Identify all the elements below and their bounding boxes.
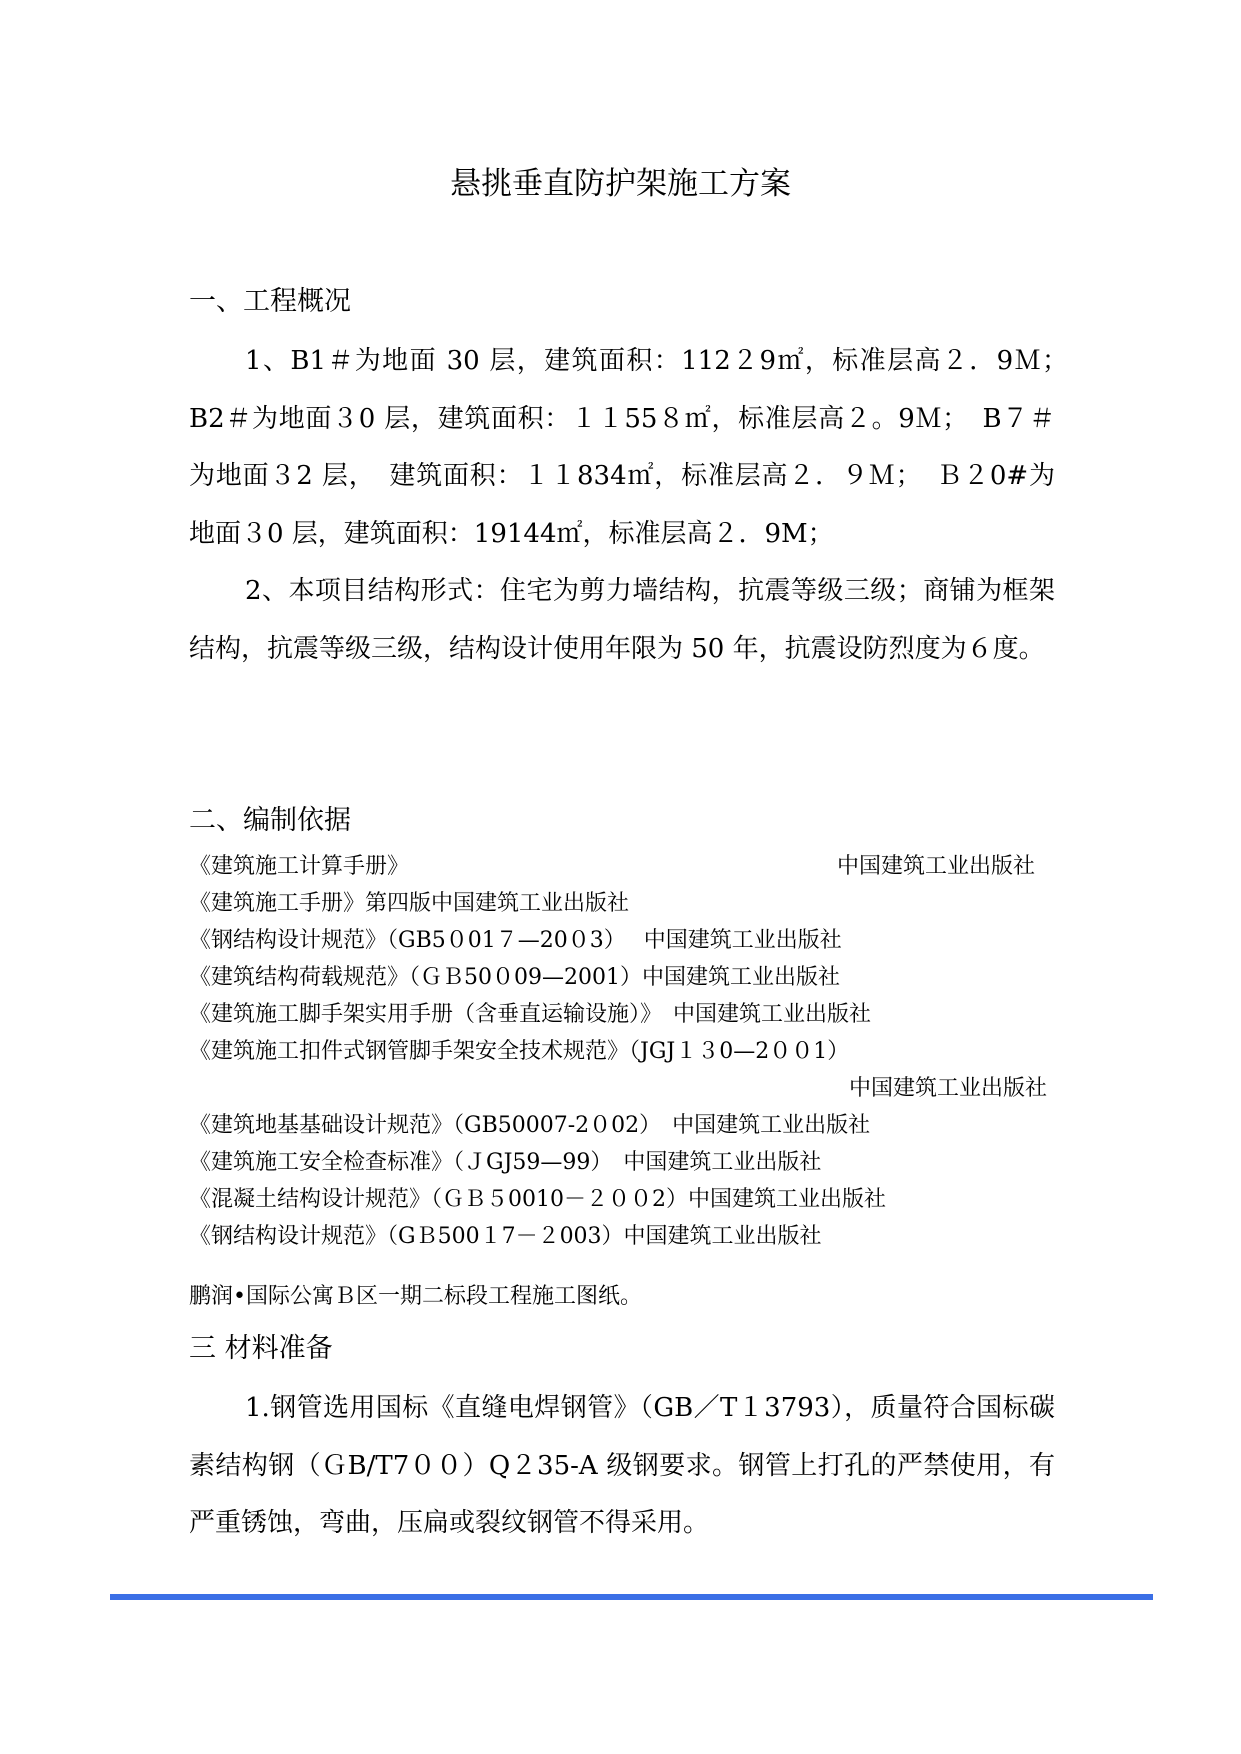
- reference-item: [189, 1218, 1055, 1255]
- reference-item: [189, 1107, 1055, 1144]
- footer-divider: [110, 1594, 1153, 1600]
- reference-publisher: 中国建筑工业出版社: [848, 1076, 1047, 1101]
- reference-item: [189, 1070, 1055, 1107]
- reference-text: 《混凝土结构设计规范》（ＧＢ５0010－２００2）中国建筑工业出版社: [189, 1187, 886, 1212]
- reference-text: 《建筑地基基础设计规范》（GB50007-2０02） 中国建筑工业出版社: [189, 1113, 871, 1138]
- reference-text: 《钢结构设计规范》（GＢ500１7－２003）中国建筑工业出版社: [189, 1224, 822, 1249]
- reference-text: 《建筑结构荷载规范》（ＧＢ50０09—2001）中国建筑工业出版社: [189, 965, 840, 990]
- reference-publisher: 中国建筑工业出版社: [836, 854, 1035, 879]
- reference-item: [189, 848, 1055, 885]
- overview-paragraph-2: 2、本项目结构形式：住宅为剪力墙结构，抗震等级三级；商铺为框架结构，抗震等级三级，结构设计使用年限为 50 年，抗震设防烈度为６度。: [189, 576, 1055, 664]
- section-heading-basis: 二、编制依据: [189, 805, 351, 836]
- reference-item: [189, 959, 1055, 996]
- section-heading-overview: 一、工程概况: [189, 286, 351, 317]
- section-heading-materials: 三 材料准备: [189, 1333, 333, 1364]
- reference-item: [189, 1181, 1055, 1218]
- document-title: 悬挑垂直防护架施工方案: [450, 166, 791, 202]
- reference-text: 《建筑施工安全检查标准》（ＪGJ59—99） 中国建筑工业出版社: [189, 1150, 822, 1175]
- overview-paragraph-1: 1、B1＃为地面 30 层，建筑面积：112２9㎡，标准层高２．9Ｍ； B2＃为地面３0 层，建筑面积：１１55８㎡，标准层高２。9Ｍ； B７＃为地面３2 层， 建筑面积：１１834㎡，标准层高２．９Ｍ； Ｂ２0#为地面３0 层，建筑面积：19144㎡，标准层高２．9M；: [189, 346, 1082, 549]
- reference-text: 《建筑施工手册》第四版中国建筑工业出版社: [189, 891, 630, 916]
- reference-item: [189, 922, 1055, 959]
- reference-text: 《建筑施工扣件式钢管脚手架安全技术规范》（JGJ１３0—2００1）: [189, 1039, 850, 1064]
- reference-text: 《钢结构设计规范》（GB5０01７—20０3） 中国建筑工业出版社: [189, 928, 842, 953]
- reference-text: 《建筑施工计算手册》: [189, 854, 410, 879]
- reference-item: [189, 1144, 1055, 1181]
- reference-item: [189, 1033, 1055, 1070]
- reference-list: [189, 848, 1055, 1255]
- reference-item: [189, 885, 1055, 922]
- reference-text: 《建筑施工脚手架实用手册（含垂直运输设施）》 中国建筑工业出版社: [189, 1002, 872, 1027]
- reference-item: [189, 996, 1055, 1033]
- materials-paragraph-1: 1.钢管选用国标《直缝电焊钢管》（GB／T１3793），质量符合国标碳素结构钢（ＧB/T7００）Q２35-A 级钢要求。钢管上打孔的严禁使用，有严重锈蚀，弯曲，压扁或裂纹钢管不得采用。: [189, 1393, 1055, 1538]
- drawing-reference: 鹏润•国际公寓Ｂ区一期二标段工程施工图纸。: [189, 1284, 642, 1309]
